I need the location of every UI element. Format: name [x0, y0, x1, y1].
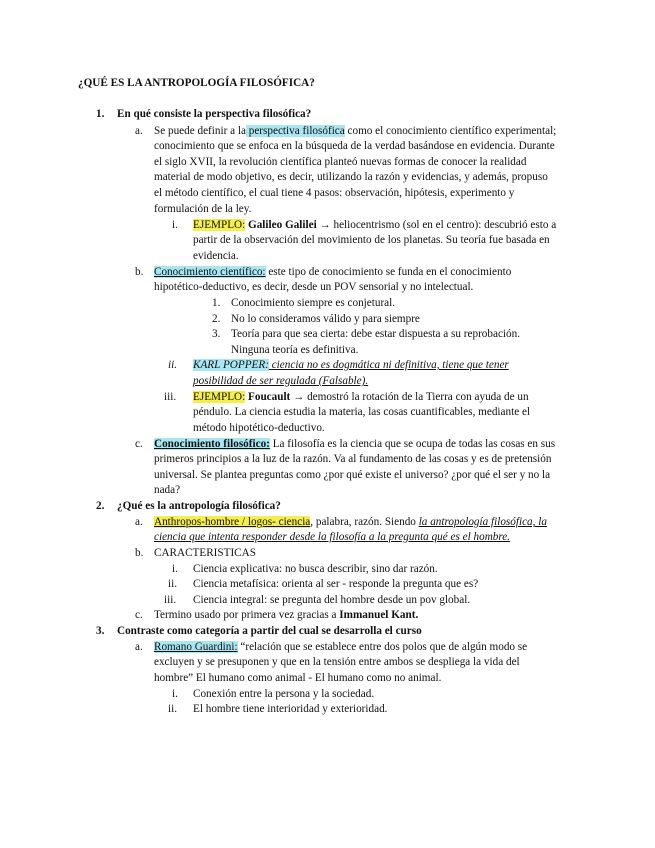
highlighted-term: Romano Guardini:	[154, 641, 238, 653]
paragraph-line: posibilidad de ser regulada (Falsable).	[193, 375, 369, 387]
highlighted-term: KARL POPPER:	[193, 359, 269, 371]
paragraph-line	[193, 358, 509, 373]
list-item: Ciencia explicativa: no busca describir, sino dar razón.	[193, 563, 438, 575]
paragraph-line: evidencia.	[193, 250, 239, 262]
list-item: No lo consideramos válido y para siempre	[231, 313, 420, 325]
list-letter: b.	[135, 266, 144, 278]
paragraph-line: nada?	[154, 484, 181, 496]
list-number: 2.	[212, 313, 221, 325]
list-item: El hombre tiene interioridad y exterioridad.	[193, 703, 388, 715]
paragraph-line: primeros principios a la luz de la razón. Va al fundamento de las cosas y es de pretensión	[154, 453, 552, 465]
paragraph-line: universal. Se plantea preguntas como ¿por qué existe el universo? ¿por qué el ser y no la	[154, 469, 551, 481]
text: La filosofía es la ciencia que se ocupa de todas las cosas en sus	[269, 438, 556, 450]
paragraph-line: el método científico, el cual tiene 4 pasos: observación, hipótesis, experimento y	[154, 187, 515, 199]
paragraph-line: formulación de la ley.	[154, 203, 252, 215]
paragraph-line	[154, 124, 556, 139]
list-roman: ii.	[168, 703, 178, 715]
paragraph-line: hombre” El humano como animal - El humano como no animal.	[154, 672, 442, 684]
paragraph-line: conocimiento que se enfoca en la búsqueda de la verdad basándose en evidencia. Durante	[154, 140, 555, 152]
paragraph-line: el siglo XVII, la revolución científica planteó nuevas formas de conocer la realidad	[154, 156, 527, 168]
list-number: 3.	[96, 625, 105, 637]
page-title: ¿QUÉ ES LA ANTROPOLOGÍA FILOSÓFICA?	[78, 77, 315, 89]
paragraph-line	[154, 608, 418, 623]
list-roman: i.	[172, 688, 178, 700]
text: → heliocentrismo (sol en el centro): descubrió esto a	[316, 219, 557, 231]
list-item: Teoría para que sea cierta: debe estar dispuesta a su reprobación.	[231, 328, 521, 340]
paragraph-line	[193, 218, 556, 233]
paragraph-line: método hipotético-deductivo.	[193, 422, 325, 434]
paragraph-line	[154, 437, 555, 452]
text: “relación que se establece entre dos polos que de algún modo se	[237, 641, 528, 653]
person-name: Immanuel Kant.	[339, 609, 419, 621]
emphasis: la antropología filosófica, la	[418, 516, 547, 528]
text: , palabra, razón. Siendo	[310, 516, 419, 528]
text: como el conocimiento científico experimental;	[344, 125, 557, 137]
paragraph-line: hipotético-deductivo, es decir, desde un POV sensorial y no intelectual.	[154, 281, 474, 293]
section-heading: Contraste como categoría a partir del cual se desarrolla el curso	[117, 625, 422, 637]
list-letter: a.	[135, 641, 143, 653]
list-letter: a.	[135, 125, 143, 137]
list-item: Ninguna teoría es definitiva.	[231, 344, 359, 356]
text: Termino usado por primera vez gracias a	[154, 609, 340, 621]
section-heading: ¿Qué es la antropología filosófica?	[117, 500, 281, 512]
text: → demostró la rotación de la Tierra con ayuda de un	[290, 391, 529, 403]
section-heading: En qué consiste la perspectiva filosófica?	[117, 108, 312, 120]
highlighted-term: perspectiva filosófica	[245, 125, 345, 137]
list-item: Ciencia metafísica: orienta al ser - responde la pregunta que es?	[193, 578, 479, 590]
list-roman: iii.	[164, 594, 177, 606]
list-letter: b.	[135, 547, 144, 559]
list-roman: ii.	[168, 578, 178, 590]
list-letter: c.	[135, 609, 143, 621]
highlighted-term: Conocimiento filosófico:	[154, 438, 270, 450]
highlighted-term: Anthropos-hombre / logos- ciencia	[154, 516, 311, 528]
list-number: 3.	[212, 328, 221, 340]
paragraph-line	[154, 265, 511, 280]
highlighted-term: EJEMPLO:	[193, 219, 246, 231]
list-roman: ii.	[168, 359, 178, 371]
text: ciencia no es dogmática ni definitiva, tiene que tener	[268, 359, 509, 371]
list-item: Conocimiento siempre es conjetural.	[231, 297, 396, 309]
paragraph-line	[193, 390, 529, 405]
paragraph-line: excluyen y se presuponen y que en la tensión entre ambos se despliega la vida del	[154, 656, 520, 668]
list-letter: a.	[135, 516, 143, 528]
paragraph-line: CARACTERISTICAS	[154, 547, 256, 559]
list-roman: iii.	[164, 391, 177, 403]
highlighted-term: Conocimiento científico:	[154, 266, 266, 278]
list-item: Conexión entre la persona y la sociedad.	[193, 688, 375, 700]
list-letter: c.	[135, 438, 143, 450]
text: este tipo de conocimiento se funda en el conocimiento	[265, 266, 512, 278]
paragraph-line: ciencia que intenta responder desde la filosofía a la pregunta qué es el hombre.	[154, 531, 511, 543]
paragraph-line: partir de la observación del movimiento de los planetas. Su teoría fue basada en	[193, 234, 550, 246]
person-name: Foucault	[245, 391, 291, 403]
text: Se puede definir a la	[154, 125, 246, 137]
paragraph-line: material de modo objetivo, es decir, utilizando la razón y evidencias, y además, propuso	[154, 171, 548, 183]
paragraph-line	[154, 640, 527, 655]
highlighted-term: EJEMPLO:	[193, 391, 246, 403]
list-number: 2.	[96, 500, 105, 512]
list-item: Ciencia integral: se pregunta del hombre desde un pov global.	[193, 594, 471, 606]
list-roman: i.	[172, 563, 178, 575]
paragraph-line: péndulo. La ciencia estudia la materia, las cosas cuantificables, mediante el	[193, 406, 531, 418]
list-number: 1.	[96, 108, 105, 120]
list-roman: i.	[172, 219, 178, 231]
person-name: Galileo Galilei	[245, 219, 317, 231]
list-number: 1.	[212, 297, 221, 309]
paragraph-line	[154, 515, 547, 530]
